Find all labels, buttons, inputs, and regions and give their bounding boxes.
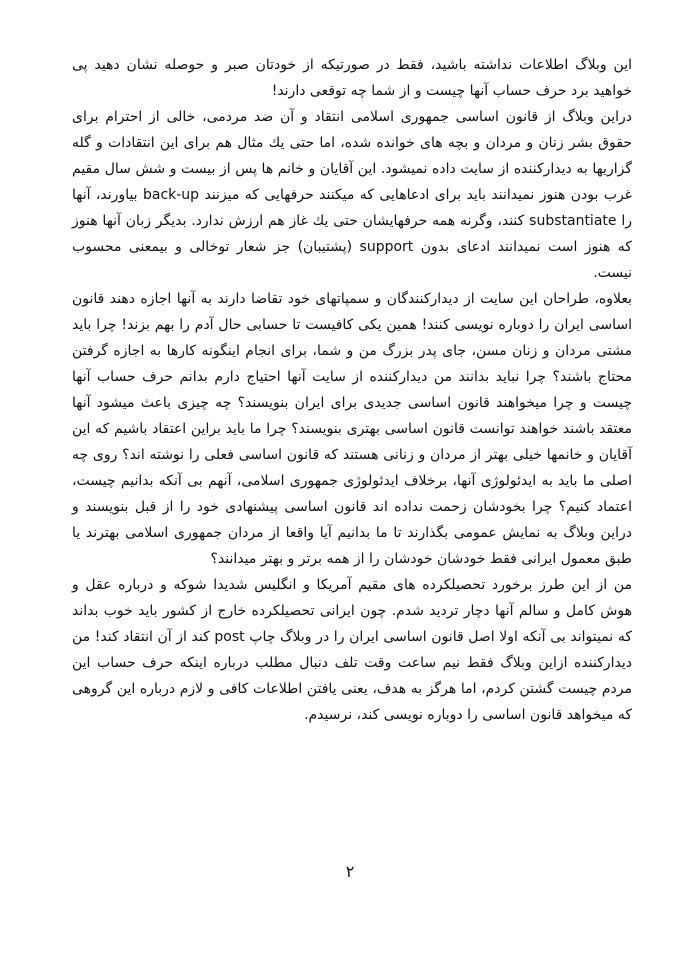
document-page (72, 52, 632, 932)
document-body (72, 52, 632, 728)
paragraph-2: دراین وبلاگ از قانون اساسی جمهوری اسلامی انتقاد و آن ضد مردمی، خالی از احترام برای حقوق بشر زنان و مردان و بچه های خوانده شده، اما حتی یك مثال هم برای این انتقادات و گله گزاریها به دیدارکننده از سایت داده نمیشود. این آقایان و خانم ها پس از بیست و شش سال مقیم غرب بودن هنوز نمیدانند باید برای ادعاهایی که میکنند حرفهایی که میزنند back-up بیاورند، آنها را substantiate کنند، وگرنه همه حرفهایشان حتی یك غاز هم ارزش ندارد. بدیگر زبان آنها هنوز که هنوز است نمیدانند ادعای بدون support (پشتیبان) جز شعار توخالی و بیمعنی محسوب نیست. (72, 109, 632, 281)
paragraph-1: این وبلاگ اطلاعات نداشته باشید، فقط در صورتیکه از خودتان صبر و حوصله نشان دهید پی خواهید برد حرف حساب آنها چیست و از شما چه توقعی دارند! (72, 57, 632, 99)
page-number: ۲ (345, 862, 355, 881)
paragraph-4: من از این طرز برخورد تحصیلکرده های مقیم آمریکا و انگلیس شدیدا شوکه و درباره عقل و هوش کامل و سالم آنها دچار تردید شدم. چون ایرانی تحصیلکرده خارج از کشور باید خوب بداند که نمیتواند بی آنکه اولا اصل قانون اساسی ایران را در وبلاگ چاپ post کند از آن انتقاد کند! من دیدارکننده ازاین وبلاگ فقط نیم ساعت وقت تلف دنبال مطلب درباره اینکه حرف حساب این مردم چیست گشتن کردم، اما هرگز به هدف، یعنی یافتن اطلاعات کافی و لازم درباره این گروهی که میخواهد قانون اساسی را دوباره نویسی کند، نرسیدم. (72, 577, 632, 723)
paragraph-3: بعلاوه، طراحان این سایت از دیدارکنندگان و سمپاتهای خود تقاضا دارند به آنها اجازه دهند قانون اساسی ایران را دوباره نویسی کنند! همین یکی کافیست تا حسابی حال آدم را بهم بزند! چرا باید مشتی مردان و زنان مسن، جای پدر بزرگ من و شما، برای انجام اینگونه کارها به اجازه گرفتن محتاج باشند؟ چرا نباید بدانند من دیدارکننده از سایت آنها احتیاج دارم بدانم حرف حساب آنها چیست و چرا میخواهند قانون اساسی جدیدی برای ایران بنویسند؟ چه چیزی باعث میشود آنها معتقد باشند خواهند توانست قانون اساسی بهتری بنویسند؟ چرا ما باید براین اعتقاد باشیم که این آقایان و خانمها خیلی بهتر از مردان و زنانی هستند که قانون اساسی فعلی را نوشته اند؟ روی چه اصلی ما باید به ایدئولوژی آنها، برخلاف ایدئولوژی جمهوری اسلامی، آنهم بی آنکه بدانیم چیست، اعتماد کنیم؟ چرا بخودشان زحمت نداده اند قانون اساسی پیشنهادی خود را از قبل بنویسند و دراین وبلاگ به نمایش عمومی بگذارند تا ما بدانیم آیا واقعا از مردان جمهوری اسلامی بهترند یا طبق معمول ایرانی فقط خودشان خودشان را از همه برتر و بهتر میدانند؟ (72, 291, 632, 567)
